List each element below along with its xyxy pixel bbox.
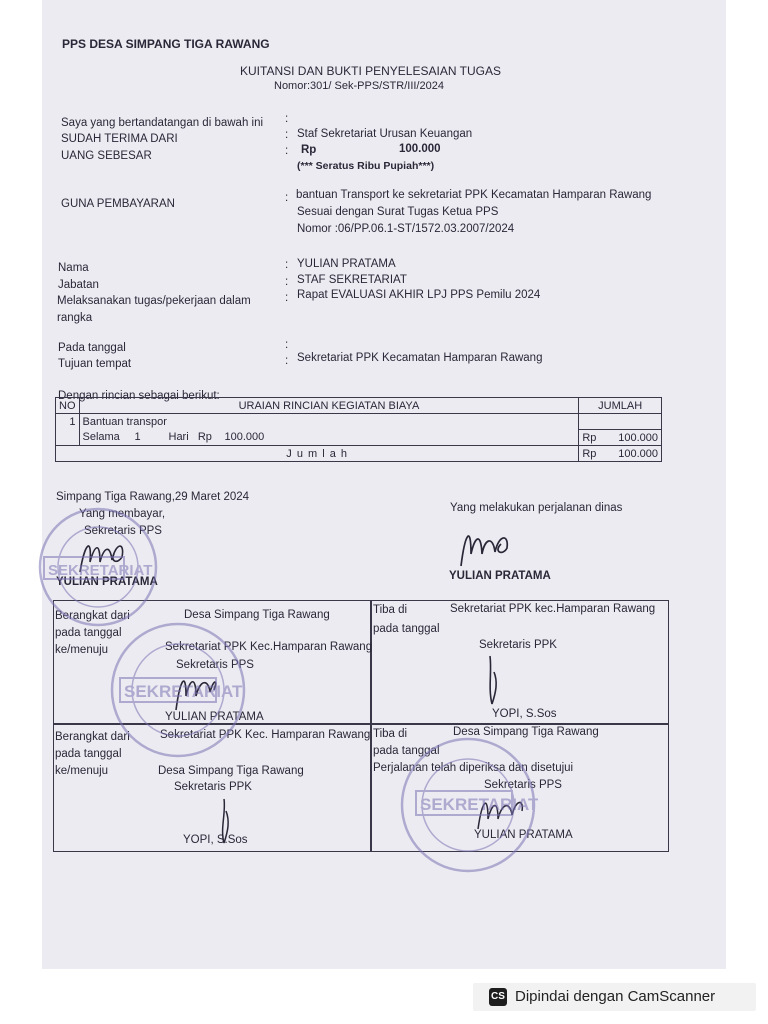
tl-role: Sekretaris PPS bbox=[176, 659, 254, 671]
br-name: YULIAN PRATAMA bbox=[474, 829, 573, 841]
row-day-unit: Hari bbox=[168, 431, 189, 444]
amount-in-words: (*** Seratus Ribu Pupiah***) bbox=[297, 160, 435, 172]
bl-to-value: Desa Simpang Tiga Rawang bbox=[158, 765, 304, 777]
tl-to-value: Sekretariat PPK Kec.Hamparan Rawang bbox=[165, 641, 373, 653]
stamp-seal-bottom bbox=[398, 735, 538, 875]
label-destination: Tujuan tempat bbox=[58, 358, 132, 370]
label-position: Jabatan bbox=[58, 279, 99, 291]
amount-value: 100.000 bbox=[399, 143, 441, 155]
camscanner-watermark bbox=[473, 983, 756, 1011]
tr-arrive-label: Tiba di bbox=[373, 604, 408, 616]
purpose-line-2: Sesuai dengan Surat Tugas Ketua PPS bbox=[297, 206, 499, 218]
destination-value: Sekretariat PPK Kecamatan Hamparan Rawang bbox=[297, 352, 543, 364]
tl-depart-value: Desa Simpang Tiga Rawang bbox=[184, 609, 330, 621]
camscanner-text: Dipindai dengan CamScanner bbox=[515, 988, 716, 1005]
br-arrive-label: Tiba di bbox=[373, 728, 408, 740]
traveler-signature bbox=[455, 522, 525, 570]
tl-depart-label: Berangkat dari bbox=[55, 610, 130, 622]
payer-caption: Yang membayar, bbox=[79, 508, 166, 520]
row-amount-currency: Rp bbox=[579, 430, 606, 446]
tr-signature bbox=[478, 652, 508, 710]
document-title: KUITANSI DAN BUKTI PENYELESAIAN TUGAS bbox=[240, 64, 501, 78]
label-name: Nama bbox=[58, 262, 89, 274]
tr-arrive-value: Sekretariat PPK kec.Hamparan Rawang bbox=[450, 603, 656, 615]
org-name: PPS DESA SIMPANG TIGA RAWANG bbox=[62, 37, 270, 51]
purpose-line-1: bantuan Transport ke sekretariat PPK Kecamatan Hamparan Rawang bbox=[296, 189, 652, 201]
tr-role: Sekretaris PPK bbox=[479, 639, 557, 651]
row-rate-currency: Rp bbox=[197, 431, 212, 444]
row-amount: 100.000 bbox=[605, 430, 661, 446]
tl-to-label: ke/menuju bbox=[55, 644, 109, 656]
col-description-header: URAIAN RINCIAN KEGIATAN BIAYA bbox=[79, 398, 579, 414]
total-amount: 100.000 bbox=[605, 446, 661, 462]
stamp-label-top: SEKRETARIAT bbox=[48, 562, 153, 579]
bl-role: Sekretaris PPK bbox=[174, 781, 252, 793]
row-no: 1 bbox=[56, 414, 80, 430]
row-rate: 100.000 bbox=[222, 430, 579, 446]
bl-depart-label: Berangkat dari bbox=[55, 731, 130, 743]
total-currency: Rp bbox=[579, 446, 606, 462]
col-no-header: NO bbox=[56, 398, 80, 414]
bl-signature bbox=[210, 795, 240, 847]
br-approval-note: Perjalanan telah diperiksa dan disetujui bbox=[373, 762, 574, 774]
purpose-line-3: Nomor :06/PP.06.1-ST/1572.03.2007/2024 bbox=[297, 223, 515, 235]
tl-date-label: pada tanggal bbox=[55, 627, 122, 639]
received-from-value: Staf Sekretariat Urusan Keuangan bbox=[297, 128, 473, 140]
document-number: Nomor:301/ Sek-PPS/STR/III/2024 bbox=[274, 80, 444, 92]
cost-table bbox=[55, 397, 662, 462]
payer-name: YULIAN PRATAMA bbox=[56, 576, 158, 588]
traveler-caption: Yang melakukan perjalanan dinas bbox=[450, 502, 623, 514]
tl-name: YULIAN PRATAMA bbox=[165, 711, 264, 723]
stamp-label-bottom: SEKRETARIAT bbox=[420, 795, 538, 814]
table-intro: Dengan rincian sebagai berikut: bbox=[58, 390, 220, 402]
name-value: YULIAN PRATAMA bbox=[297, 258, 396, 270]
total-label: J u m l a h bbox=[56, 446, 579, 462]
br-date-label: pada tanggal bbox=[373, 745, 440, 757]
label-date: Pada tanggal bbox=[58, 342, 126, 354]
label-purpose: GUNA PEMBAYARAN bbox=[61, 198, 175, 210]
tr-name: YOPI, S.Sos bbox=[492, 708, 557, 720]
traveler-name: YULIAN PRATAMA bbox=[449, 570, 551, 582]
row-days: 1 bbox=[132, 430, 166, 446]
label-signer: Saya yang bertandatangan di bawah ini bbox=[61, 117, 264, 129]
br-role: Sekretaris PPS bbox=[484, 779, 562, 791]
place-date: Simpang Tiga Rawang,29 Maret 2024 bbox=[56, 491, 250, 503]
row-item: Bantuan transpor bbox=[79, 414, 579, 430]
bl-to-label: ke/menuju bbox=[55, 765, 109, 777]
position-value: STAF SEKRETARIAT bbox=[297, 274, 407, 286]
task-value: Rapat EVALUASI AKHIR LPJ PPS Pemilu 2024 bbox=[297, 289, 541, 301]
label-task-2: rangka bbox=[57, 312, 93, 324]
stamp-seal-middle bbox=[108, 620, 248, 760]
bl-depart-value: Sekretariat PPK Kec. Hamparan Rawang bbox=[160, 729, 371, 741]
stamp-label-middle: SEKRETARIAT bbox=[124, 682, 243, 701]
payer-role: Sekretaris PPS bbox=[84, 525, 162, 537]
row-duration-label: Selama bbox=[79, 430, 132, 446]
label-task: Melaksanakan tugas/pekerjaan dalam bbox=[57, 295, 251, 307]
currency-label: Rp bbox=[301, 144, 317, 156]
label-amount: UANG SEBESAR bbox=[61, 150, 152, 162]
col-amount-header: JUMLAH bbox=[579, 398, 662, 414]
bl-date-label: pada tanggal bbox=[55, 748, 122, 760]
label-received-from: SUDAH TERIMA DARI bbox=[61, 133, 178, 145]
camscanner-icon: CS bbox=[489, 988, 507, 1006]
stamp-seal-top bbox=[38, 505, 162, 629]
bl-name: YOPI, S.Sos bbox=[183, 834, 248, 846]
tr-date-label: pada tanggal bbox=[373, 623, 440, 635]
br-arrive-value: Desa Simpang Tiga Rawang bbox=[453, 726, 599, 738]
